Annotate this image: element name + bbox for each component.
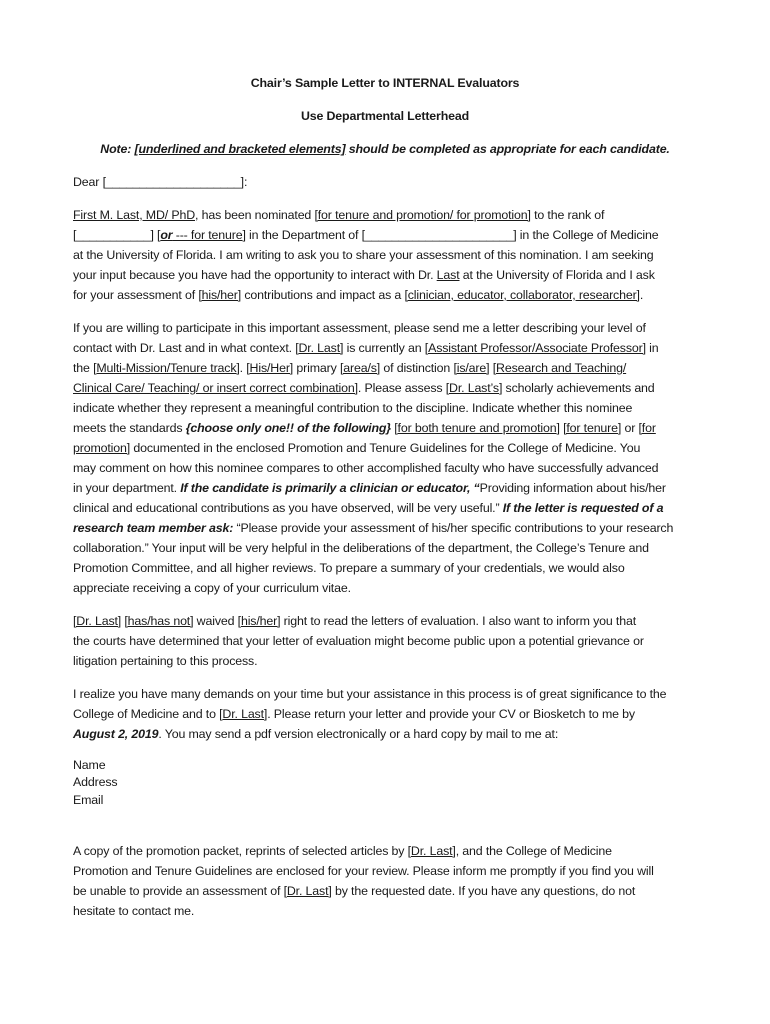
paragraph-enclosures: A copy of the promotion packet, reprints of selected articles by [Dr. Last], and the College of Medicine Promotion and Tenure Guidelines are enclosed for your review. Please inform me promptly if you find you will be unable to provide an assessment of [Dr. Last] by the requested date. If you have any questions, do not hesitate to contact me. <box>73 844 654 918</box>
paragraph-request: I realize you have many demands on your time but your assistance in this process is of great significance to the College of Medicine and to [Dr. Last]. Please return your letter and provide your CV or Biosketch to me by August 2, 2019. You may send a pdf version electronically or a hard copy by mail to me at: <box>73 687 667 741</box>
address-email: Email <box>73 792 104 807</box>
paragraph-assessment: If you are willing to participate in this important assessment, please send me a letter describing your level of contact with Dr. Last and in what context. [Dr. Last] is currently an [Assistant Professor/Associate Professor] in the [Multi-Mission/Tenure track]. [His/Her] primary [area/s] of distinction [is/are] [Research and Teaching/ Clinical Care/ Teaching/ or insert correct combination]. Please assess [Dr. Last’s] scholarly achievements and indicate whether they represent a meaningful contribution to the discipline. Indicate whether this nominee meets the standards {choose only one!! of the following} [for both tenure and promotion] [for tenure] or [for promotion] documented in the enclosed Promotion and Tenure Guidelines for the College of Medicine. You may comment on how this nominee compares to other accomplished faculty who have successfully advanced in your department. If the candidate is primarily a clinician or educator, “Providing information about his/her clinical and educational contributions as you have observed, will be very useful.” If the letter is requested of a research team member ask: “Please provide your assessment of his/her specific contributions to your research collaboration.” Your input will be very helpful in the deliberations of the department, the College’s Tenure and Promotion Committee, and all higher reviews. To prepare a summary of your credentials, we would also appreciate receiving a copy of your curriculum vitae. <box>73 321 674 595</box>
recipient-blank: [____________________] <box>102 175 244 189</box>
address-name: Name <box>73 758 106 772</box>
salutation: Dear [____________________]: <box>73 175 248 189</box>
letter-title: Chair’s Sample Letter to INTERNAL Evaluators <box>250 76 520 90</box>
letter-subtitle: Use Departmental Letterhead <box>300 109 470 123</box>
address-block <box>73 757 705 809</box>
paragraph-waiver: [Dr. Last] [has/has not] waived [his/her] right to read the letters of evaluation. I also want to inform you that the courts have determined that your letter of evaluation might become public upon a potential grievance or litigation pertaining to this process. <box>73 614 644 668</box>
address-address: Address <box>73 775 118 790</box>
paragraph-nomination: First M. Last, MD/ PhD, has been nominated [for tenure and promotion/ for promotion] to the rank of [___________] [or --- for tenure] in the Department of [______________________] in the College of Medicine at the University of Florida. I am writing to ask you to share your assessment of this nomination. I am seeking your input because you have had the opportunity to interact with Dr. Last at the University of Florida and I ask for your assessment of [his/her] contributions and impact as a [clinician, educator, collaborator, researcher]. <box>73 208 659 302</box>
completion-note: Note: [underlined and bracketed elements] should be completed as appropriate for each candidate. <box>100 142 670 156</box>
due-date: August 2, 2019 <box>73 727 159 741</box>
